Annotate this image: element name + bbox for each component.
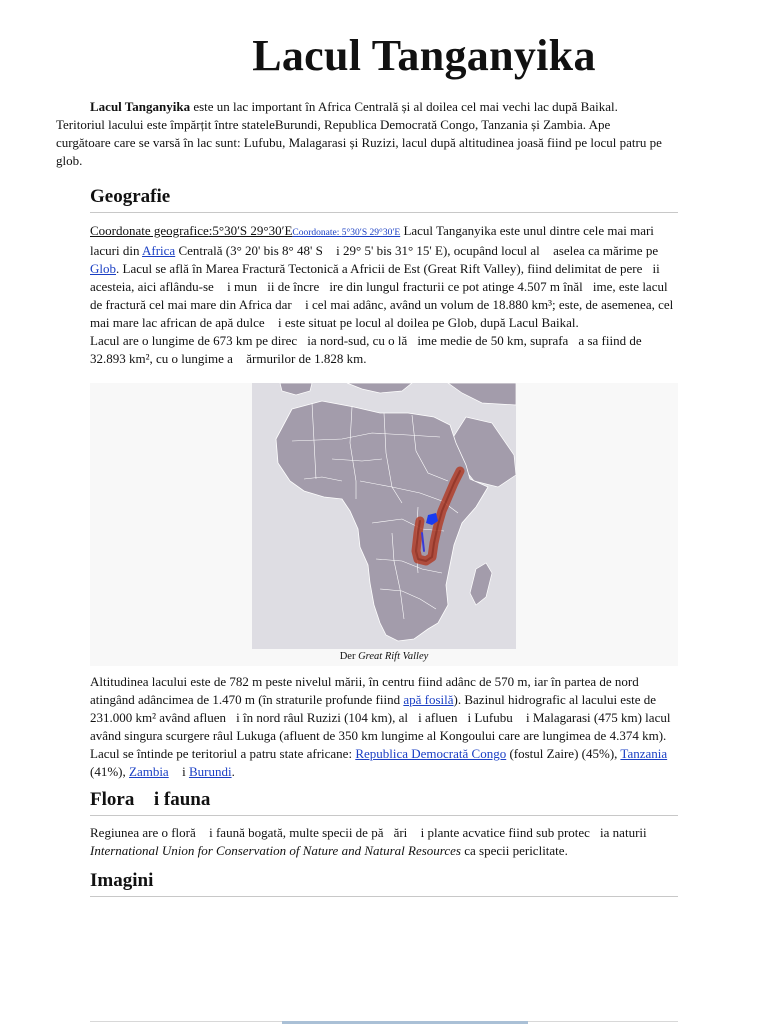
page-title: Lacul Tanganyika [252, 31, 596, 80]
caption-italic: Great Rift Valley [358, 651, 429, 662]
link-burundi[interactable]: Burundi [188, 764, 232, 779]
coord-label: Coordonate geografice [90, 223, 209, 238]
section-heading-geografie: Geografie [90, 186, 678, 213]
intro-text: este un lac important în Africa Centrală și al doilea cel mai vechi lac după Baikal. Teritoriul lacului este împărțit între stateleBurundi, Republica Democratǎ Congo, Tanzania și Zambia. Ape curgătoare care se varsă în lac sunt: Lufubu, Malagarasi și Ruzizi, lacul după altitudinea joasă fiind pe locul patru pe glob. [56, 99, 662, 168]
geo-text-b: Centrală (3° 20' bis 8° 48' S  i 29° 5' bis 31° 15' E), ocupând locul al  aselea ca mărime pe [175, 243, 659, 258]
geografie-paragraph-1 [90, 222, 680, 368]
coord-link-value[interactable]: 5°30′S 29°30′E [341, 228, 401, 238]
link-apa-fosila[interactable]: apă fosilă [403, 692, 454, 707]
geografie-paragraph-2: Lacul are o lungime de 673 km pe direc ia nord-sud, cu o lă ime medie de 50 km, suprafa a sa fiind de 32.893 km², cu o lungime a  ărmurilor de 1.828 km. [90, 333, 642, 366]
link-zambia[interactable]: Zambia [129, 764, 169, 779]
link-glob[interactable]: Glob [90, 261, 116, 276]
section-heading-flora-fauna: Flora  i fauna [90, 789, 678, 816]
section-heading-imagini: Imagini [90, 870, 678, 897]
intro-paragraph [56, 98, 666, 170]
link-africa[interactable]: Africa [142, 243, 176, 258]
figure-great-rift-valley [90, 383, 678, 666]
intro-bold-term: Lacul Tanganyika [90, 99, 191, 114]
flora-paragraph: Regiunea are o floră  i faună bogată, multe specii de pă ări  i plante acvatice fiind sub protec ia naturii International Union for Conservation of Nature and Natural Resources ca specii periclitate. [90, 825, 647, 858]
link-republica-democrata-congo[interactable]: Republica Democrată Congo [355, 746, 507, 761]
geo-text-a: Lacul Tanganyika este unul dintre cele mai mari lacuri din [90, 223, 654, 258]
coord-link-label[interactable]: Coordonate: [292, 228, 342, 238]
geografie-paragraph-3: Altitudinea lacului este de 782 m peste nivelul mării, în centru fiind adânc de 570 m, iar în partea de nord atingând adâncimea de 1.470 m (în straturile profunde fiind apă fosilă). Bazinul hidrografic al lacului este de 231.000 km² având afluen i în nord râul Ruzizi (104 km), al i afluen i Lufubu  i Malagarasi (475 km) lacul având singura scurgere râul Lukuga (afluent de 350 km lungime al Kongoului care are lungimea de 4.374 km). Lacul se întinde pe teritoriul a patru state africane: Republica Democrată Congo (fostul Zaire) (45%), Tanzania (41%), Zambia  i Burundi. [90, 674, 671, 779]
coord-value: :5°30′S 29°30′E [208, 223, 293, 238]
iucn-name: International Union for Conservation of Nature and Natural Resources [90, 843, 461, 858]
figure-caption: Der Great Rift Valley [339, 651, 429, 662]
geo-text-c: . Lacul se află în Marea Fractură Tectonică a Africii de Est (Great Rift Valley), fiind delimitat de pere ii acesteia, aici aflându-se  i mun ii de încre ire din lungul fracturii ce pot atinge 4.507 m înăl ime, este lacul de fractură cel mai mare din Africa dar  i cel mai adânc, având un volum de 18.880 km³; este, de asemenea, cel mai mare lac african de apă dulce  i este situat pe locul al doilea pe Glob, după Lacul Baikal. [90, 261, 674, 330]
africa-rift-map [252, 383, 516, 649]
link-tanzania[interactable]: Tanzania [620, 746, 668, 761]
